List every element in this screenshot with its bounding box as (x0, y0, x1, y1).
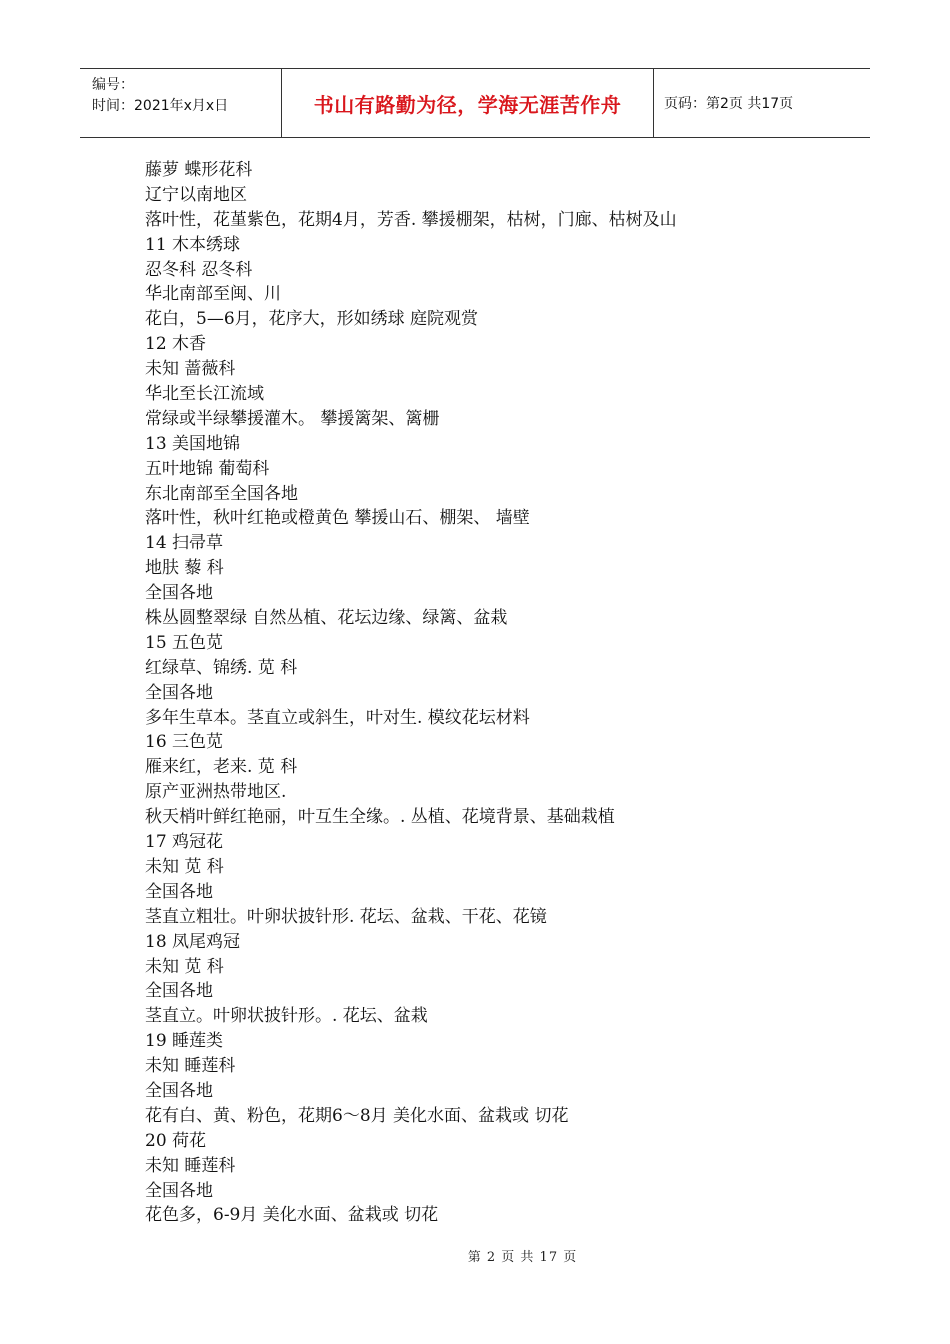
text-line: 16 三色苋 (145, 732, 224, 753)
text-line: 20 荷花 (145, 1130, 207, 1151)
text-line: 藤萝 蝶形花科 (145, 160, 253, 180)
text-line: 忍冬科 忍冬科 (145, 259, 253, 280)
document-body (145, 158, 885, 1228)
text-line: 15 五色苋 (145, 632, 224, 653)
text-line: 全国各地 (145, 1080, 213, 1101)
time-label: 时间：2021年x月x日 (92, 98, 229, 114)
text-line: 落叶性，花堇紫色，花期4月，芳香. 攀援棚架，枯树，门廊、枯树及山 (145, 209, 677, 230)
text-line: 12 木香 (145, 334, 207, 355)
text-line: 落叶性，秋叶红艳或橙黄色 攀援山石、棚架、 墙壁 (145, 508, 530, 529)
text-line: 华北南部至闽、川 (145, 284, 281, 305)
page-footer: 第 2 页 共 17 页 (467, 1250, 578, 1265)
text-line: 17 鸡冠花 (145, 832, 224, 853)
text-line: 全国各地 (145, 1180, 213, 1201)
text-line: 地肤 藜 科 (145, 558, 224, 579)
header-meta (80, 69, 282, 137)
text-line: 花有白、黄、粉色，花期6～8月 美化水面、盆栽或 切花 (145, 1105, 569, 1126)
text-line: 茎直立。叶卵状披针形。. 花坛、盆栽 (145, 1006, 428, 1027)
text-line: 辽宁以南地区 (145, 184, 247, 205)
text-line: 原产亚洲热带地区. (145, 782, 287, 803)
text-line: 13 美国地锦 (145, 433, 241, 454)
text-line: 未知 苋 科 (145, 956, 224, 977)
number-label: 编号： (92, 77, 134, 93)
text-line: 19 睡莲类 (145, 1031, 224, 1052)
text-line: 18 凤尾鸡冠 (145, 931, 241, 952)
text-line: 常绿或半绿攀援灌木。 攀援篱架、篱栅 (145, 408, 440, 429)
text-line: 秋天梢叶鲜红艳丽，叶互生全缘。. 丛植、花境背景、基础栽植 (145, 807, 615, 828)
text-line: 雁来红，老来. 苋 科 (145, 757, 298, 778)
text-line: 五叶地锦 葡萄科 (145, 458, 270, 479)
text-line: 11 木本绣球 (145, 234, 241, 255)
text-line: 全国各地 (145, 981, 213, 1002)
header-page-info-cell (654, 69, 870, 137)
text-line: 华北至长江流域 (145, 384, 264, 405)
text-line: 株丛圆整翠绿 自然丛植、花坛边缘、绿篱、盆栽 (145, 608, 508, 629)
text-line: 多年生草本。茎直立或斜生，叶对生. 模纹花坛材料 (145, 707, 530, 728)
text-line: 东北南部至全国各地 (145, 483, 298, 504)
header-motto-cell (282, 69, 654, 137)
text-line: 未知 睡莲科 (145, 1056, 236, 1077)
header-page-info: 页码：第2页 共17页 (664, 96, 794, 112)
text-line: 花色多，6-9月 美化水面、盆栽或 切花 (145, 1205, 439, 1226)
text-line: 14 扫帚草 (145, 533, 224, 554)
text-line: 未知 苋 科 (145, 856, 224, 877)
text-line: 茎直立粗壮。叶卵状披针形. 花坛、盆栽、干花、花镜 (145, 906, 547, 927)
text-line: 全国各地 (145, 583, 213, 604)
header-motto: 书山有路勤为径，学海无涯苦作舟 (313, 92, 622, 117)
text-line: 未知 睡莲科 (145, 1155, 236, 1176)
text-line: 花白，5—6月，花序大，形如绣球 庭院观赏 (145, 309, 479, 330)
text-line: 全国各地 (145, 881, 213, 902)
text-line: 红绿草、锦绣. 苋 科 (145, 657, 298, 678)
page-header (80, 68, 870, 138)
text-line: 未知 蔷薇科 (145, 359, 236, 380)
text-line: 全国各地 (145, 682, 213, 703)
